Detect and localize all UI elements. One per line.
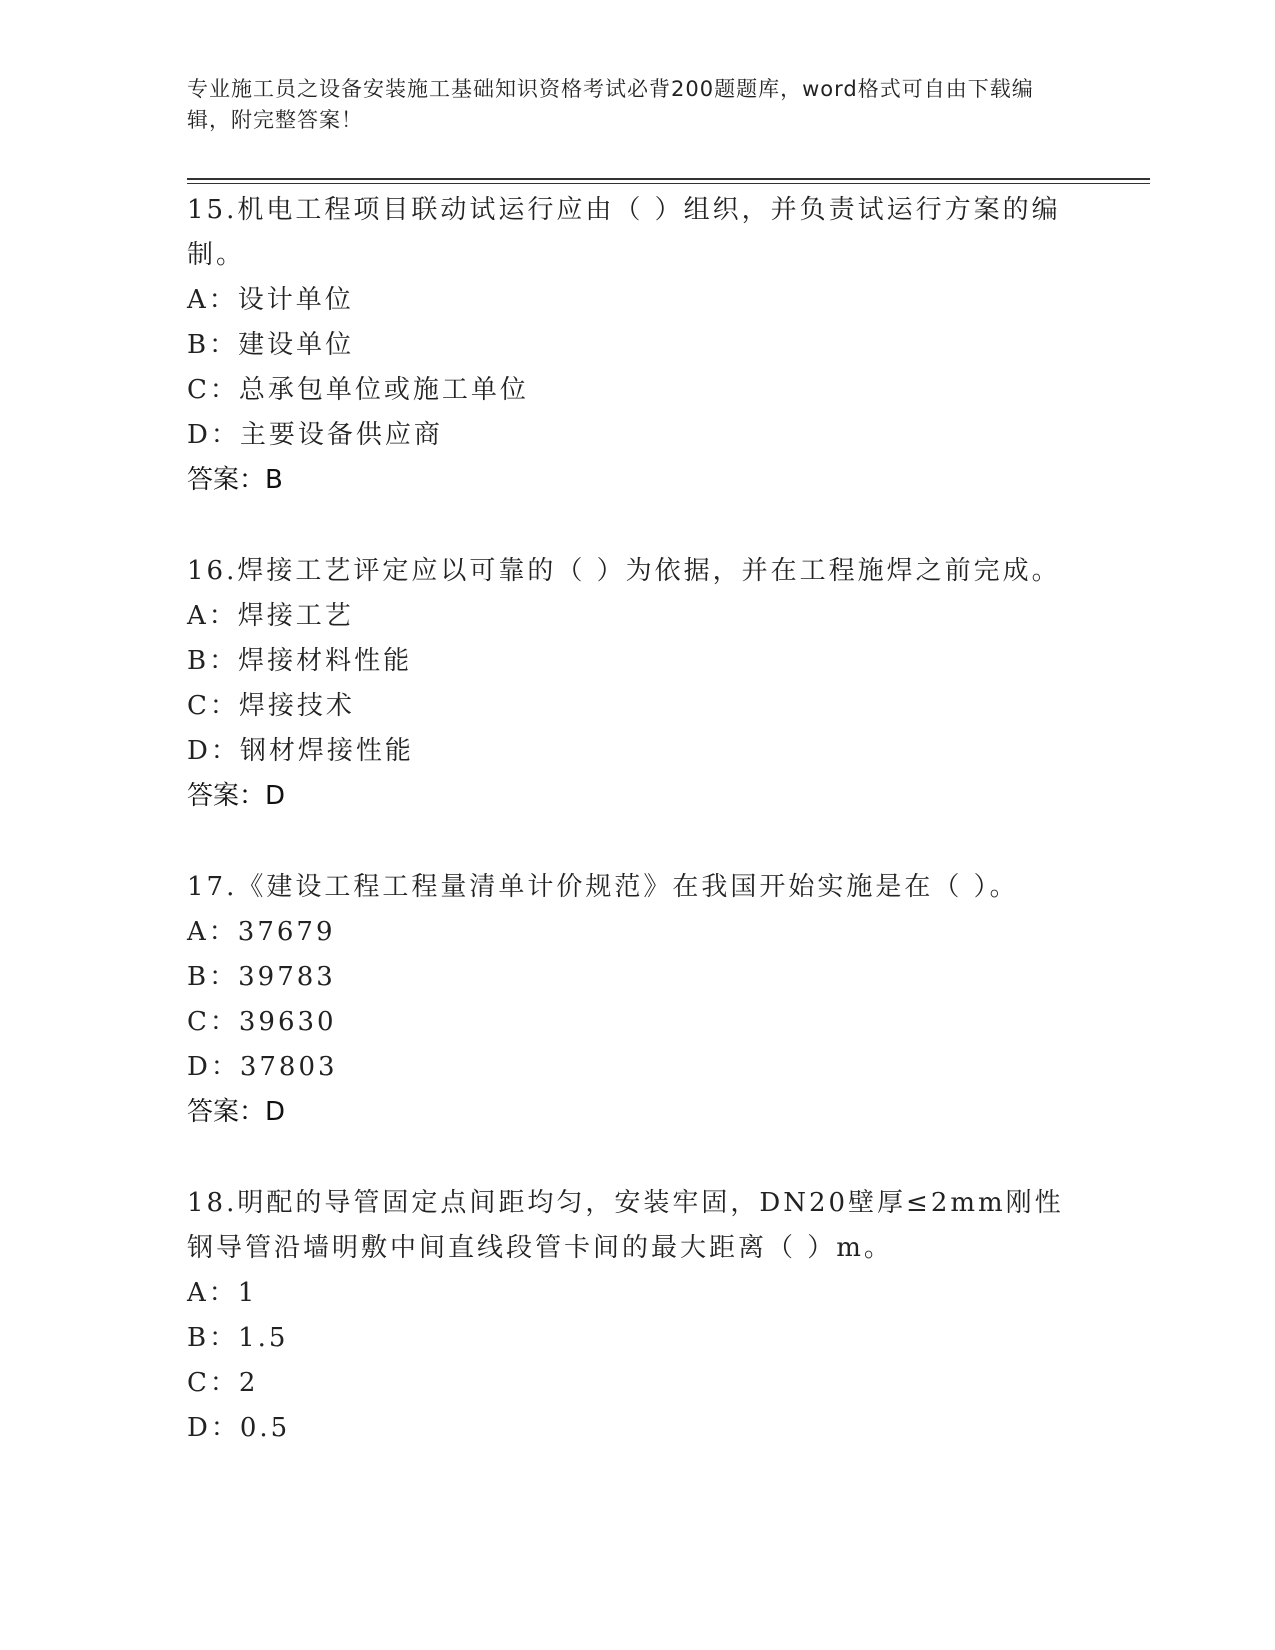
- option-b: B：39783: [187, 962, 336, 992]
- answer-line: 答案：D: [187, 1097, 286, 1127]
- option-c: C：2: [187, 1368, 259, 1398]
- option-c: C：总承包单位或施工单位: [187, 375, 529, 405]
- header-divider-thin: [187, 183, 1150, 184]
- option-b: B：1.5: [187, 1323, 289, 1353]
- header-divider-thick: [187, 178, 1150, 180]
- option-d: D：37803: [187, 1052, 338, 1082]
- option-c: C：焊接技术: [187, 691, 355, 721]
- spacer: [187, 503, 1087, 549]
- option-b: B：建设单位: [187, 330, 355, 360]
- document-header: 专业施工员之设备安装施工基础知识资格考试必背200题题库，word格式可自由下载编辑，附完整答案！: [187, 77, 1034, 132]
- option-c: C：39630: [187, 1007, 337, 1037]
- option-d: D：主要设备供应商: [187, 420, 443, 450]
- option-b: B：焊接材料性能: [187, 646, 413, 676]
- option-d: D：钢材焊接性能: [187, 736, 414, 766]
- question-15: [187, 188, 1087, 503]
- question-18: [187, 1181, 1087, 1451]
- answer-line: 答案：D: [187, 781, 286, 811]
- question-list: [187, 188, 1087, 1451]
- answer-line: 答案：B: [187, 465, 283, 495]
- option-a: A：焊接工艺: [187, 601, 354, 631]
- question-stem: 15.机电工程项目联动试运行应由（ ）组织，并负责试运行方案的编制。: [187, 195, 1061, 270]
- spacer: [187, 1135, 1087, 1181]
- question-17: [187, 865, 1087, 1135]
- option-a: A：1: [187, 1278, 258, 1308]
- option-a: A：设计单位: [187, 285, 354, 315]
- question-16: [187, 549, 1087, 819]
- option-a: A：37679: [187, 917, 336, 947]
- question-stem: 16.焊接工艺评定应以可靠的（ ）为依据，并在工程施焊之前完成。: [187, 556, 1061, 586]
- spacer: [187, 819, 1087, 865]
- question-stem: 18.明配的导管固定点间距均匀，安装牢固，DN20壁厚≤2mm刚性钢导管沿墙明敷中间直线段管卡间的最大距离（ ）m。: [187, 1188, 1064, 1263]
- question-stem: 17.《建设工程工程量清单计价规范》在我国开始实施是在（ ）。: [187, 872, 1019, 902]
- option-d: D：0.5: [187, 1413, 291, 1443]
